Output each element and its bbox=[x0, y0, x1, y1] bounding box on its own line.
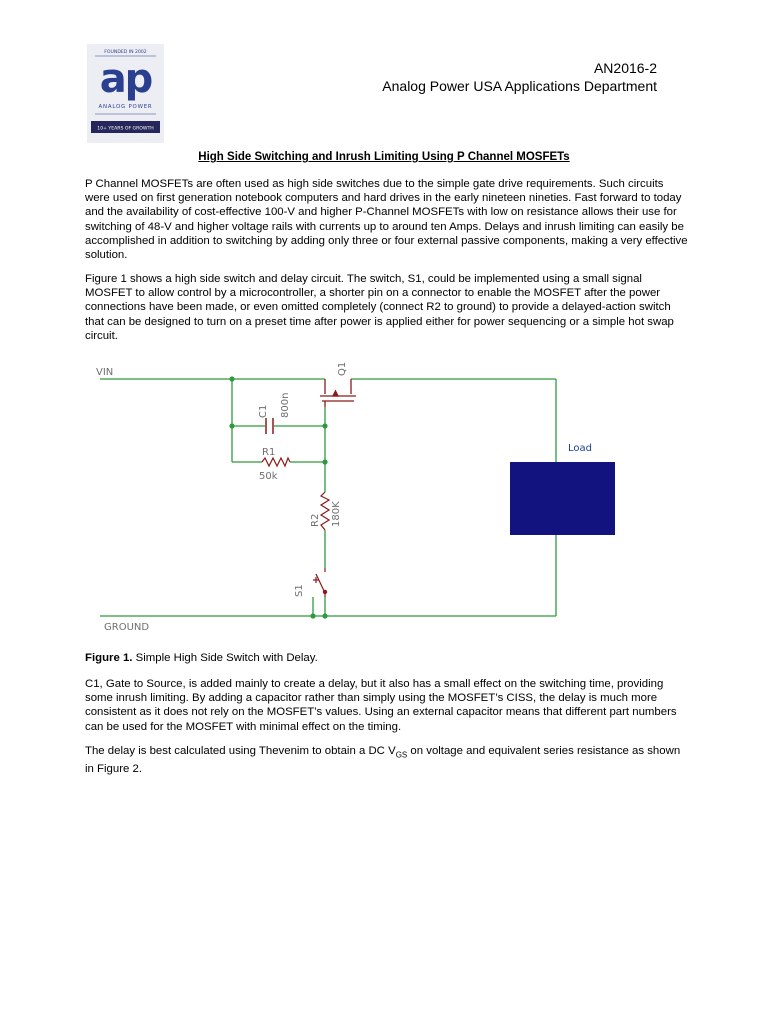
q1-mosfet bbox=[320, 379, 356, 407]
p4-subscript: GS bbox=[395, 750, 408, 760]
vin-net-label: VIN bbox=[96, 367, 114, 378]
paragraph-intro: P Channel MOSFETs are often used as high side switches due to the simple gate drive requirements. Such circuits were used on first generation notebook computers and hard drives in the early nineteen nineties. Fast forward to today and the availability of cost-effective 100-V and higher P-Channel MOSFETs with low on resistance allows their use for switching of 48-V and higher voltage rails with currents up to around ten Amps. Delays and inrush limiting can easily be accomplished in addition to switching by adding only three or four external passive components, making a very effective solution. bbox=[85, 178, 688, 262]
ground-net-label: GROUND bbox=[104, 622, 150, 633]
s1-contact-dot bbox=[323, 590, 327, 594]
paragraph-thevenin bbox=[85, 744, 690, 777]
logo-founded-text: FOUNDED IN 2002 bbox=[104, 50, 147, 55]
r1-label: R1 bbox=[262, 447, 276, 458]
junction-dots bbox=[229, 376, 327, 618]
paragraph-c1-explanation: C1, Gate to Source, is added mainly to create a delay, but it also has a small effect on the switching time, providing some inrush limiting. By adding a capacitor rather than simply using the MOSFET’s CISS, the delay is much more consistent as it does not rely on the MOSFET’s values. Using an external capacitor means that different part numbers can be used for the MOSFET with minimal effect on the timing. bbox=[85, 678, 677, 733]
s1-label: S1 bbox=[294, 584, 305, 597]
figure-caption bbox=[85, 651, 690, 665]
r1-resistor bbox=[262, 458, 290, 466]
figure-label: Figure 1. bbox=[85, 652, 133, 664]
circuit-schematic bbox=[90, 352, 592, 637]
r2-value: 180K bbox=[331, 501, 342, 527]
department-name: Analog Power USA Applications Department bbox=[382, 78, 657, 94]
r2-label: R2 bbox=[310, 513, 321, 527]
document-code: AN2016-2 bbox=[593, 60, 657, 76]
schematic-wires bbox=[100, 379, 556, 616]
r2-resistor bbox=[321, 492, 329, 530]
logo-monogram: ap bbox=[99, 56, 152, 102]
c1-value: 800n bbox=[280, 392, 291, 418]
c1-capacitor bbox=[266, 418, 273, 434]
p4-text-end: on voltage and equivalent series resistance as shown in Figure 2. bbox=[85, 745, 681, 776]
load-label: Load bbox=[568, 443, 592, 454]
p4-text-start: The delay is best calculated using Thevenim to obtain a DC V bbox=[85, 745, 396, 757]
q1-label: Q1 bbox=[337, 361, 348, 376]
c1-label: C1 bbox=[258, 404, 269, 418]
document-title: High Side Switching and Inrush Limiting Using P Channel MOSFETs bbox=[198, 151, 570, 163]
paragraph-figure-description: Figure 1 shows a high side switch and delay circuit. The switch, S1, could be implemented using a small signal MOSFET to allow control by a microcontroller, a shorter pin on a connector to enable the MOSFET after the power connections have been made, or even omitted completely (connect R2 to ground) to provide a delayed-action switch that can be designed to turn on a preset time after power is applied either for power sequencing or a simple hot swap circuit. bbox=[85, 273, 674, 342]
r1-value: 50k bbox=[259, 471, 278, 482]
logo-banner-text: 10+ YEARS OF GROWTH bbox=[97, 126, 154, 132]
load-block bbox=[510, 462, 615, 535]
company-logo bbox=[87, 44, 164, 143]
logo-company-text: ANALOG POWER bbox=[98, 104, 153, 110]
figure-caption-text: Simple High Side Switch with Delay. bbox=[132, 652, 318, 664]
